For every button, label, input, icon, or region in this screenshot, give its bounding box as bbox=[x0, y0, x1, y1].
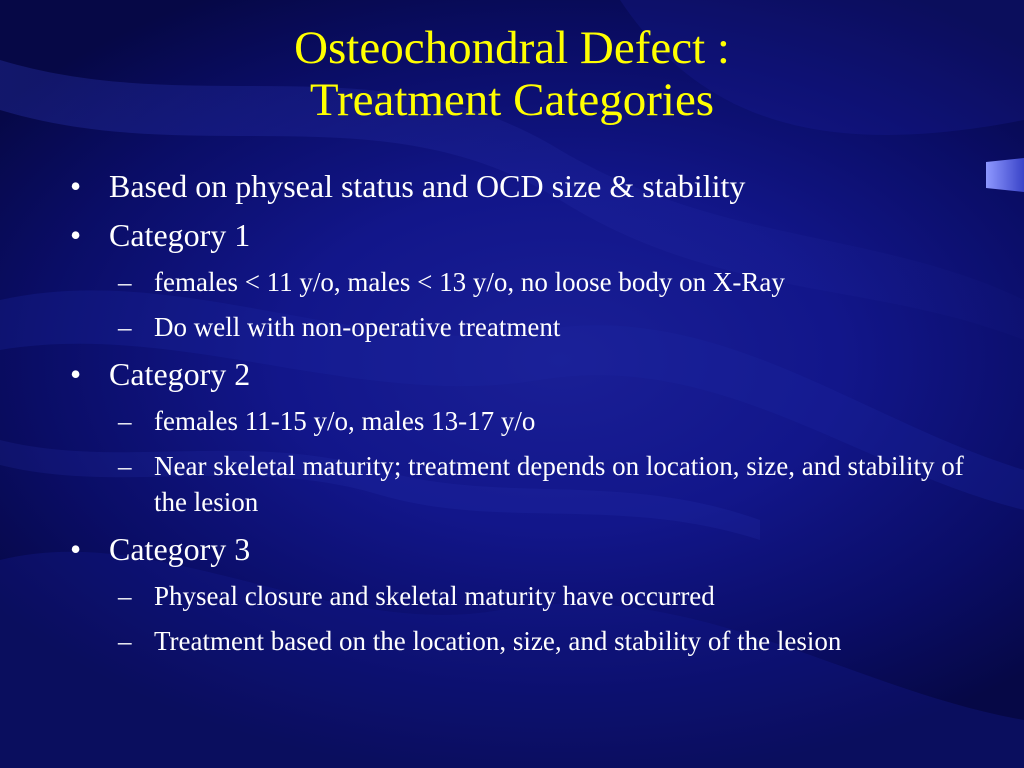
sub-text: Do well with non-operative treatment bbox=[154, 312, 561, 342]
sub-marker: – bbox=[118, 581, 132, 611]
bullet-text: Based on physeal status and OCD size & stability bbox=[109, 168, 746, 204]
sub-marker: – bbox=[118, 267, 132, 297]
sub-item bbox=[66, 623, 966, 659]
sub-list bbox=[66, 403, 966, 520]
sub-text: Near skeletal maturity; treatment depends on location, size, and stability of the lesion bbox=[154, 451, 964, 517]
sub-marker: – bbox=[118, 406, 132, 436]
bullet-marker: • bbox=[70, 356, 82, 392]
slide-title bbox=[0, 22, 1024, 126]
bullet-marker: • bbox=[70, 168, 82, 204]
bullet-item bbox=[66, 354, 966, 394]
bullet-text: Category 3 bbox=[109, 531, 251, 567]
sub-item bbox=[66, 309, 966, 345]
bullet-item bbox=[66, 215, 966, 255]
sub-list bbox=[66, 264, 966, 345]
sub-marker: – bbox=[118, 626, 132, 656]
sub-item bbox=[66, 448, 966, 520]
sub-item bbox=[66, 578, 966, 614]
sub-marker: – bbox=[118, 451, 132, 481]
sub-text: Treatment based on the location, size, and stability of the lesion bbox=[154, 626, 842, 656]
bullet-item bbox=[66, 166, 966, 206]
bullet-marker: • bbox=[70, 217, 82, 253]
sub-item bbox=[66, 264, 966, 300]
bullet-marker: • bbox=[70, 531, 82, 567]
sub-list bbox=[66, 578, 966, 659]
edge-tab-decoration bbox=[986, 158, 1024, 192]
title-line-2: Treatment Categories bbox=[309, 74, 715, 126]
sub-text: Physeal closure and skeletal maturity have occurred bbox=[154, 581, 715, 611]
sub-text: females 11-15 y/o, males 13-17 y/o bbox=[154, 406, 536, 436]
sub-item bbox=[66, 403, 966, 439]
bullet-text: Category 2 bbox=[109, 356, 251, 392]
sub-text: females < 11 y/o, males < 13 y/o, no loose body on X-Ray bbox=[154, 267, 785, 297]
bullet-text: Category 1 bbox=[109, 217, 251, 253]
bullet-list bbox=[66, 166, 966, 668]
title-line-1: Osteochondral Defect : bbox=[294, 22, 730, 74]
sub-marker: – bbox=[118, 312, 132, 342]
bullet-item bbox=[66, 529, 966, 569]
